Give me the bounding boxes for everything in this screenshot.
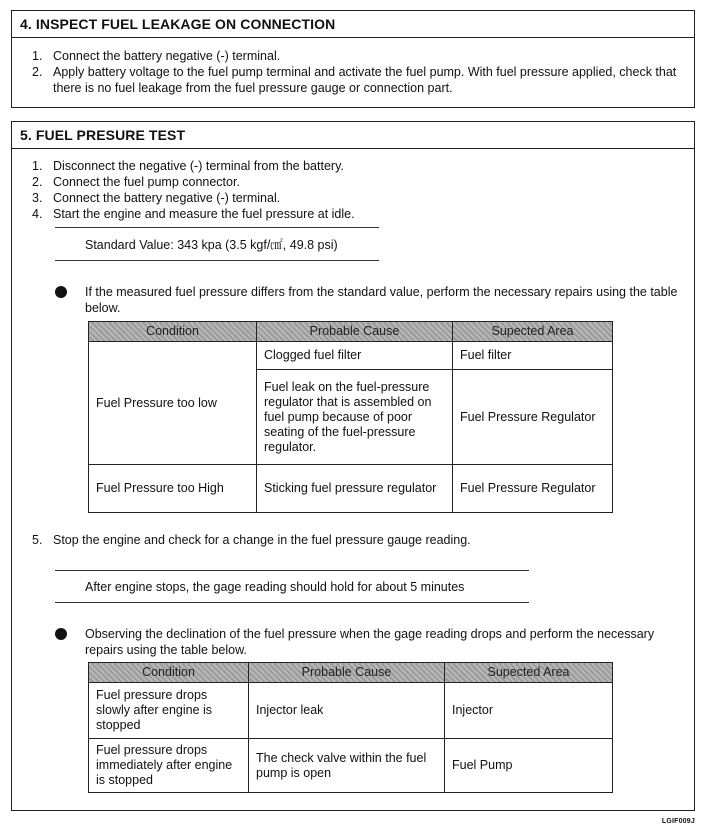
column-header: Supected Area: [453, 322, 613, 342]
table-cell: Fuel Pressure too low: [89, 342, 257, 465]
bullet-text: Observing the declination of the fuel pressure when the gage reading drops and perform the necessary repairs using the table below.: [85, 627, 655, 657]
table-cell: Sticking fuel pressure regulator: [257, 465, 453, 513]
bullet-item: [55, 626, 678, 658]
column-header: Supected Area: [445, 663, 613, 683]
list-item: 3. Connect the battery negative (-) terminal.: [32, 191, 281, 205]
table-row: [89, 739, 613, 793]
standard-value-box: [55, 227, 379, 261]
table-cell: Fuel Pressure Regulator: [453, 370, 613, 465]
gauge-note-box: [55, 570, 529, 603]
table-header-row: [89, 322, 613, 342]
section-5-steps: [32, 158, 682, 222]
list-item: 1. Disconnect the negative (-) terminal from the battery.: [32, 159, 344, 173]
section-4-steps: [32, 48, 682, 96]
pressure-drop-diagnosis-table: [88, 662, 613, 793]
table-header-row: [89, 663, 613, 683]
list-item: 1. Connect the battery negative (-) terminal.: [32, 49, 281, 63]
figure-code: LGIF009J: [661, 818, 695, 825]
list-item: 2. Connect the fuel pump connector.: [32, 175, 240, 189]
section-fuel-pressure-test: [11, 121, 695, 811]
standard-value-text: Standard Value: 343 kpa (3.5 kgf/㎠, 49.8 psi): [85, 238, 338, 252]
table-cell: Clogged fuel filter: [257, 342, 453, 370]
table-row: [89, 683, 613, 739]
table-cell: Injector leak: [249, 683, 445, 739]
section-5-heading: 5. FUEL PRESURE TEST: [12, 122, 694, 149]
fuel-pressure-diagnosis-table: [88, 321, 613, 513]
table-row: [89, 465, 613, 513]
list-item: 5. Stop the engine and check for a change in the fuel pressure gauge reading.: [32, 533, 471, 547]
list-item: 4. Start the engine and measure the fuel pressure at idle.: [32, 207, 355, 221]
bullet-text: If the measured fuel pressure differs from the standard value, perform the necessary repairs using the table below.: [85, 285, 678, 315]
bullet-item: [55, 284, 678, 316]
bullet-icon: [55, 628, 67, 640]
section-inspect-fuel-leakage: [11, 10, 695, 108]
bullet-icon: [55, 286, 67, 298]
column-header: Probable Cause: [249, 663, 445, 683]
table-cell: Injector: [445, 683, 613, 739]
section-5-step-5: [32, 532, 682, 548]
table-cell: Fuel leak on the fuel-pressure regulator that is assembled on fuel pump because of poor seating of the fuel-pressure regulator.: [257, 370, 453, 465]
column-header: Condition: [89, 322, 257, 342]
column-header: Probable Cause: [257, 322, 453, 342]
table-cell: Fuel pressure drops slowly after engine is stopped: [89, 683, 249, 739]
column-header: Condition: [89, 663, 249, 683]
table-row: [89, 342, 613, 370]
table-cell: The check valve within the fuel pump is open: [249, 739, 445, 793]
section-4-heading: 4. INSPECT FUEL LEAKAGE ON CONNECTION: [12, 11, 694, 38]
table-cell: Fuel pressure drops immediately after engine is stopped: [89, 739, 249, 793]
table-cell: Fuel Pressure Regulator: [453, 465, 613, 513]
table-cell: Fuel filter: [453, 342, 613, 370]
list-item: 2. Apply battery voltage to the fuel pump terminal and activate the fuel pump. With fuel pressure applied, check that there is no fuel leakage from the fuel pressure gauge or connection part.: [32, 65, 677, 95]
table-cell: Fuel Pump: [445, 739, 613, 793]
gauge-note-text: After engine stops, the gage reading should hold for about 5 minutes: [85, 579, 465, 594]
table-cell: Fuel Pressure too High: [89, 465, 257, 513]
